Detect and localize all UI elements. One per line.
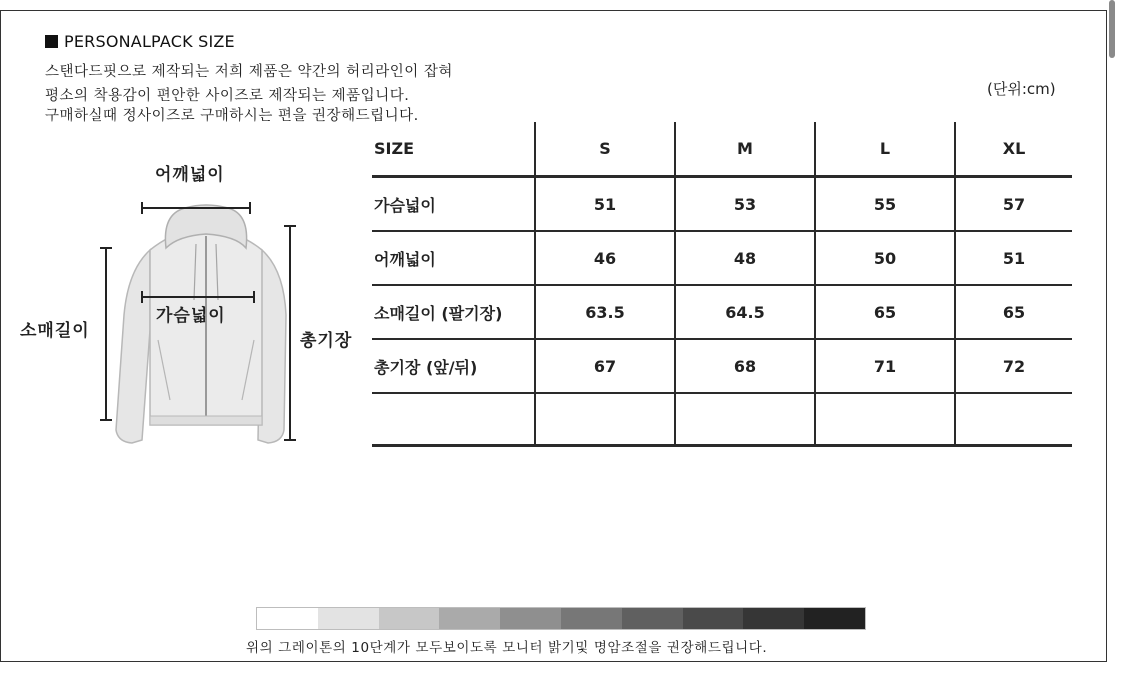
gray-swatch-4 (439, 608, 500, 629)
header-l: L (814, 122, 954, 175)
row-label: 어깨넓이 (374, 249, 436, 269)
header-m: M (674, 122, 814, 175)
page-title (45, 32, 235, 51)
table-header-row (372, 122, 1072, 178)
cell-value: 72 (954, 340, 1072, 392)
shoulder-label: 어깨넓이 (155, 165, 225, 185)
sleeve-label: 소매길이 (20, 321, 90, 341)
cell-value: 67 (534, 340, 674, 392)
gray-swatch-7 (622, 608, 683, 629)
gray-swatch-9 (743, 608, 804, 629)
cell-value: 64.5 (674, 286, 814, 338)
cell-value: 50 (814, 232, 954, 284)
scrollbar-thumb[interactable] (1109, 0, 1115, 58)
cell-value: 55 (814, 178, 954, 230)
square-bullet-icon (45, 35, 58, 48)
table-row-empty (372, 394, 1072, 447)
cell-value: 63.5 (534, 286, 674, 338)
gray-swatch-3 (379, 608, 440, 629)
chest-label: 가슴넓이 (156, 306, 226, 326)
intro-line-2: 평소의 착용감이 편안한 사이즈로 제작되는 제품입니다. (45, 88, 410, 104)
row-label: 가슴넓이 (374, 195, 436, 215)
length-label: 총기장 (300, 331, 353, 351)
table-row (372, 178, 1072, 232)
header-xl: XL (954, 122, 1072, 175)
page-title-text: PERSONALPACK SIZE (64, 32, 235, 51)
cell-value (814, 394, 954, 444)
grayscale-bar (256, 607, 866, 630)
cell-value: 68 (674, 340, 814, 392)
intro-line-3: 구매하실때 정사이즈로 구매하시는 편을 권장해드립니다. (45, 108, 419, 124)
gray-swatch-8 (683, 608, 744, 629)
cell-value: 51 (534, 178, 674, 230)
hoodie-figure (0, 140, 370, 460)
row-label: 총기장 (앞/뒤) (374, 357, 478, 377)
cell-value: 65 (954, 286, 1072, 338)
gray-swatch-1 (257, 608, 318, 629)
table-row (372, 232, 1072, 286)
size-table (372, 122, 1072, 447)
row-label (372, 394, 534, 444)
gray-swatch-2 (318, 608, 379, 629)
cell-value: 46 (534, 232, 674, 284)
unit-label: (단위:cm) (987, 80, 1056, 98)
gray-swatch-5 (500, 608, 561, 629)
cell-value: 51 (954, 232, 1072, 284)
header-s: S (534, 122, 674, 175)
cell-value: 53 (674, 178, 814, 230)
cell-value: 57 (954, 178, 1072, 230)
row-label: 소매길이 (팔기장) (374, 303, 503, 323)
hoodie-illustration (0, 140, 370, 460)
intro-line-1: 스탠다드핏으로 제작되는 저희 제품은 약간의 허리라인이 잡혀 (45, 64, 453, 80)
cell-value: 65 (814, 286, 954, 338)
table-row (372, 286, 1072, 340)
cell-value (674, 394, 814, 444)
gray-swatch-6 (561, 608, 622, 629)
cell-value (954, 394, 1072, 444)
cell-value: 71 (814, 340, 954, 392)
table-row (372, 340, 1072, 394)
cell-value: 48 (674, 232, 814, 284)
cell-value (534, 394, 674, 444)
gray-swatch-10 (804, 608, 865, 629)
header-size: SIZE (374, 139, 415, 158)
grayscale-note: 위의 그레이톤의 10단계가 모두보이도록 모니터 밝기및 명암조절을 권장해드립니다. (246, 640, 768, 656)
